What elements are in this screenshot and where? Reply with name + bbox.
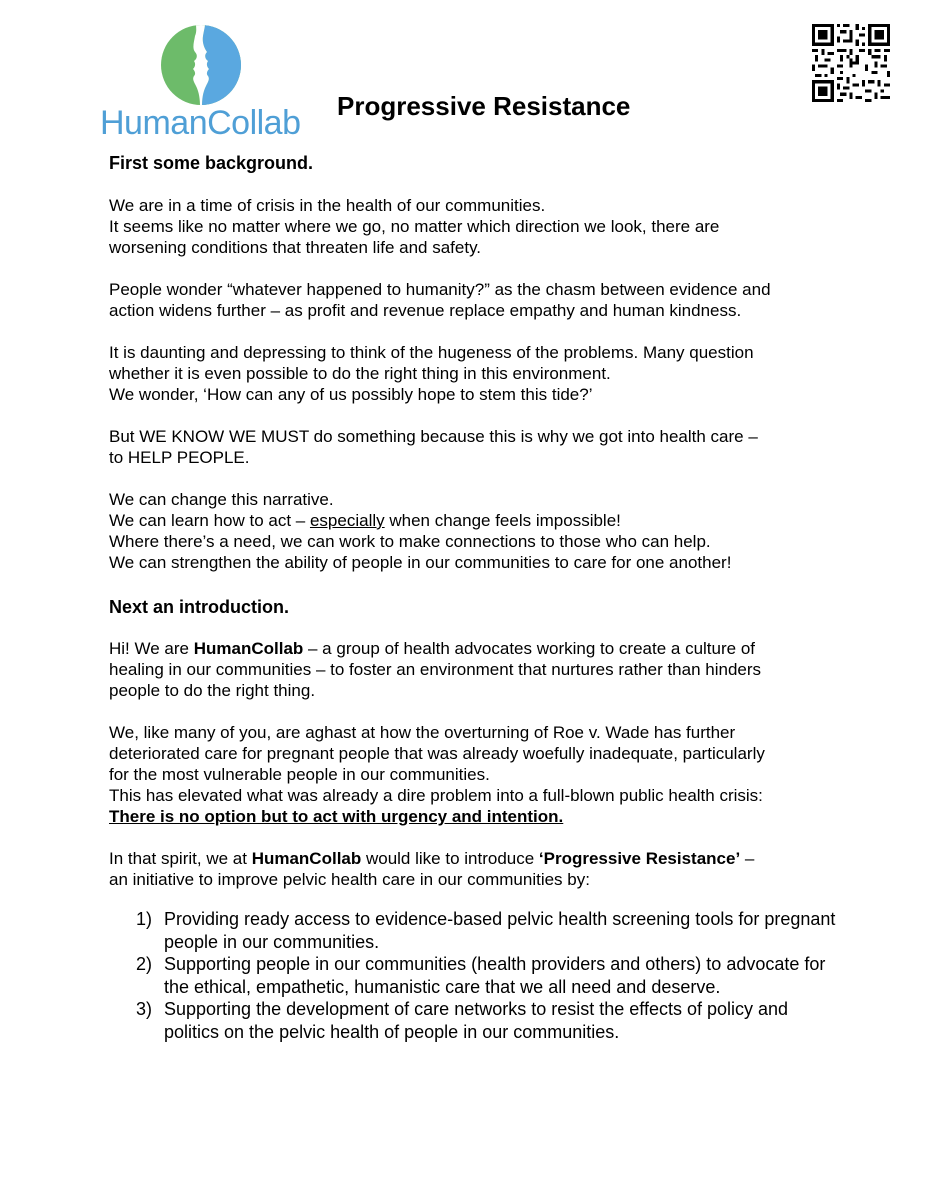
text-line: to HELP PEOPLE. (109, 448, 250, 467)
text-line: We can strengthen the ability of people in our communities to care for one another! (109, 553, 732, 572)
text-line: and politics on the pelvic health of people in our communities. (164, 999, 789, 1042)
text-line (109, 638, 849, 659)
text-line: for the most vulnerable people in our communities. (109, 765, 490, 784)
logo-wordmark (100, 104, 301, 142)
logo-word-part2: Collab (207, 104, 301, 142)
list-number: 1) (136, 909, 153, 929)
text-line: Supporting people in our communities (health providers and others) to (164, 954, 722, 974)
section-heading-background: First some background. (109, 153, 314, 173)
face-profile-circle-icon (160, 24, 242, 106)
humancollab-logo (100, 24, 305, 142)
page-title: Progressive Resistance (337, 91, 631, 121)
text-line: It seems like no matter where we go, no matter which direction we look, there are (109, 217, 720, 236)
text-line: Providing ready access to evidence-based pelvic health screening tools for (164, 909, 760, 929)
text-line: Where there’s a need, we can work to make connections to those who can help. (109, 532, 711, 551)
paragraph (109, 638, 849, 701)
text-line (109, 848, 849, 869)
text-run: – a group of health advocates working to create a culture of (303, 639, 756, 658)
text-line: pregnant people in our communities. (164, 909, 836, 952)
text-line: This has elevated what was already a dire problem into a full-blown public health crisis: (109, 786, 763, 805)
org-name: HumanCollab (251, 849, 362, 868)
paragraph (109, 342, 849, 405)
text-run: would like to introduce (361, 849, 539, 868)
text-line: But WE KNOW WE MUST do something because this is why we got into health care – (109, 427, 758, 446)
text-run: In that spirit, we at (109, 849, 252, 868)
text-line (109, 510, 849, 531)
text-run: Hi! We are (109, 639, 194, 658)
paragraph (109, 195, 849, 258)
qr-code-icon (812, 24, 890, 102)
emphasis-underlined: especially (309, 511, 385, 530)
text-line: It is daunting and depressing to think of the hugeness of the problems. Many question (109, 343, 754, 362)
list-item (136, 953, 836, 998)
text-line: deteriorated care for pregnant people that was already woefully inadequate, particularly (109, 744, 765, 763)
list-number: 2) (136, 954, 153, 974)
text-run: We can learn how to act – (109, 511, 310, 530)
text-line: worsening conditions that threaten life and safety. (109, 238, 482, 257)
text-line: We wonder, ‘How can any of us possibly hope to stem this tide?’ (109, 385, 593, 404)
paragraph (109, 426, 849, 468)
text-line: We can change this narrative. (109, 490, 334, 509)
list-item (136, 998, 836, 1043)
paragraph (109, 722, 849, 827)
text-line: Supporting the development of care networks to resist the effects of policy (164, 999, 753, 1019)
initiative-name: ‘Progressive Resistance’ (538, 849, 741, 868)
text-line: healing in our communities – to foster an environment that nurtures rather than hinders (109, 660, 762, 679)
text-line: People wonder “whatever happened to humanity?” as the chasm between evidence and (109, 280, 771, 299)
text-line: an initiative to improve pelvic health care in our communities by: (109, 870, 590, 889)
paragraph (109, 279, 849, 321)
paragraph (109, 489, 849, 573)
document-body (109, 152, 849, 890)
list-item (136, 908, 836, 953)
text-line: advocate for the ethical, empathetic, humanistic care that we all need and (164, 954, 826, 997)
text-line: whether it is even possible to do the right thing in this environment. (109, 364, 611, 383)
paragraph (109, 848, 849, 890)
text-run: – (740, 849, 755, 868)
section-heading-introduction: Next an introduction. (109, 597, 289, 617)
logo-word-part1: Human (100, 104, 208, 142)
emphasis-statement: There is no option but to act with urgency and intention. (109, 807, 564, 826)
text-line: people to do the right thing. (109, 681, 316, 700)
text-run: when change feels impossible! (384, 511, 621, 530)
text-line: We, like many of you, are aghast at how the overturning of Roe v. Wade has further (109, 723, 736, 742)
org-name: HumanCollab (193, 639, 304, 658)
list-number: 3) (136, 999, 153, 1019)
text-line: deserve. (651, 976, 721, 997)
text-line: We are in a time of crisis in the health of our communities. (109, 196, 546, 215)
text-line: action widens further – as profit and revenue replace empathy and human kindness. (109, 301, 742, 320)
initiative-list (136, 908, 836, 1043)
